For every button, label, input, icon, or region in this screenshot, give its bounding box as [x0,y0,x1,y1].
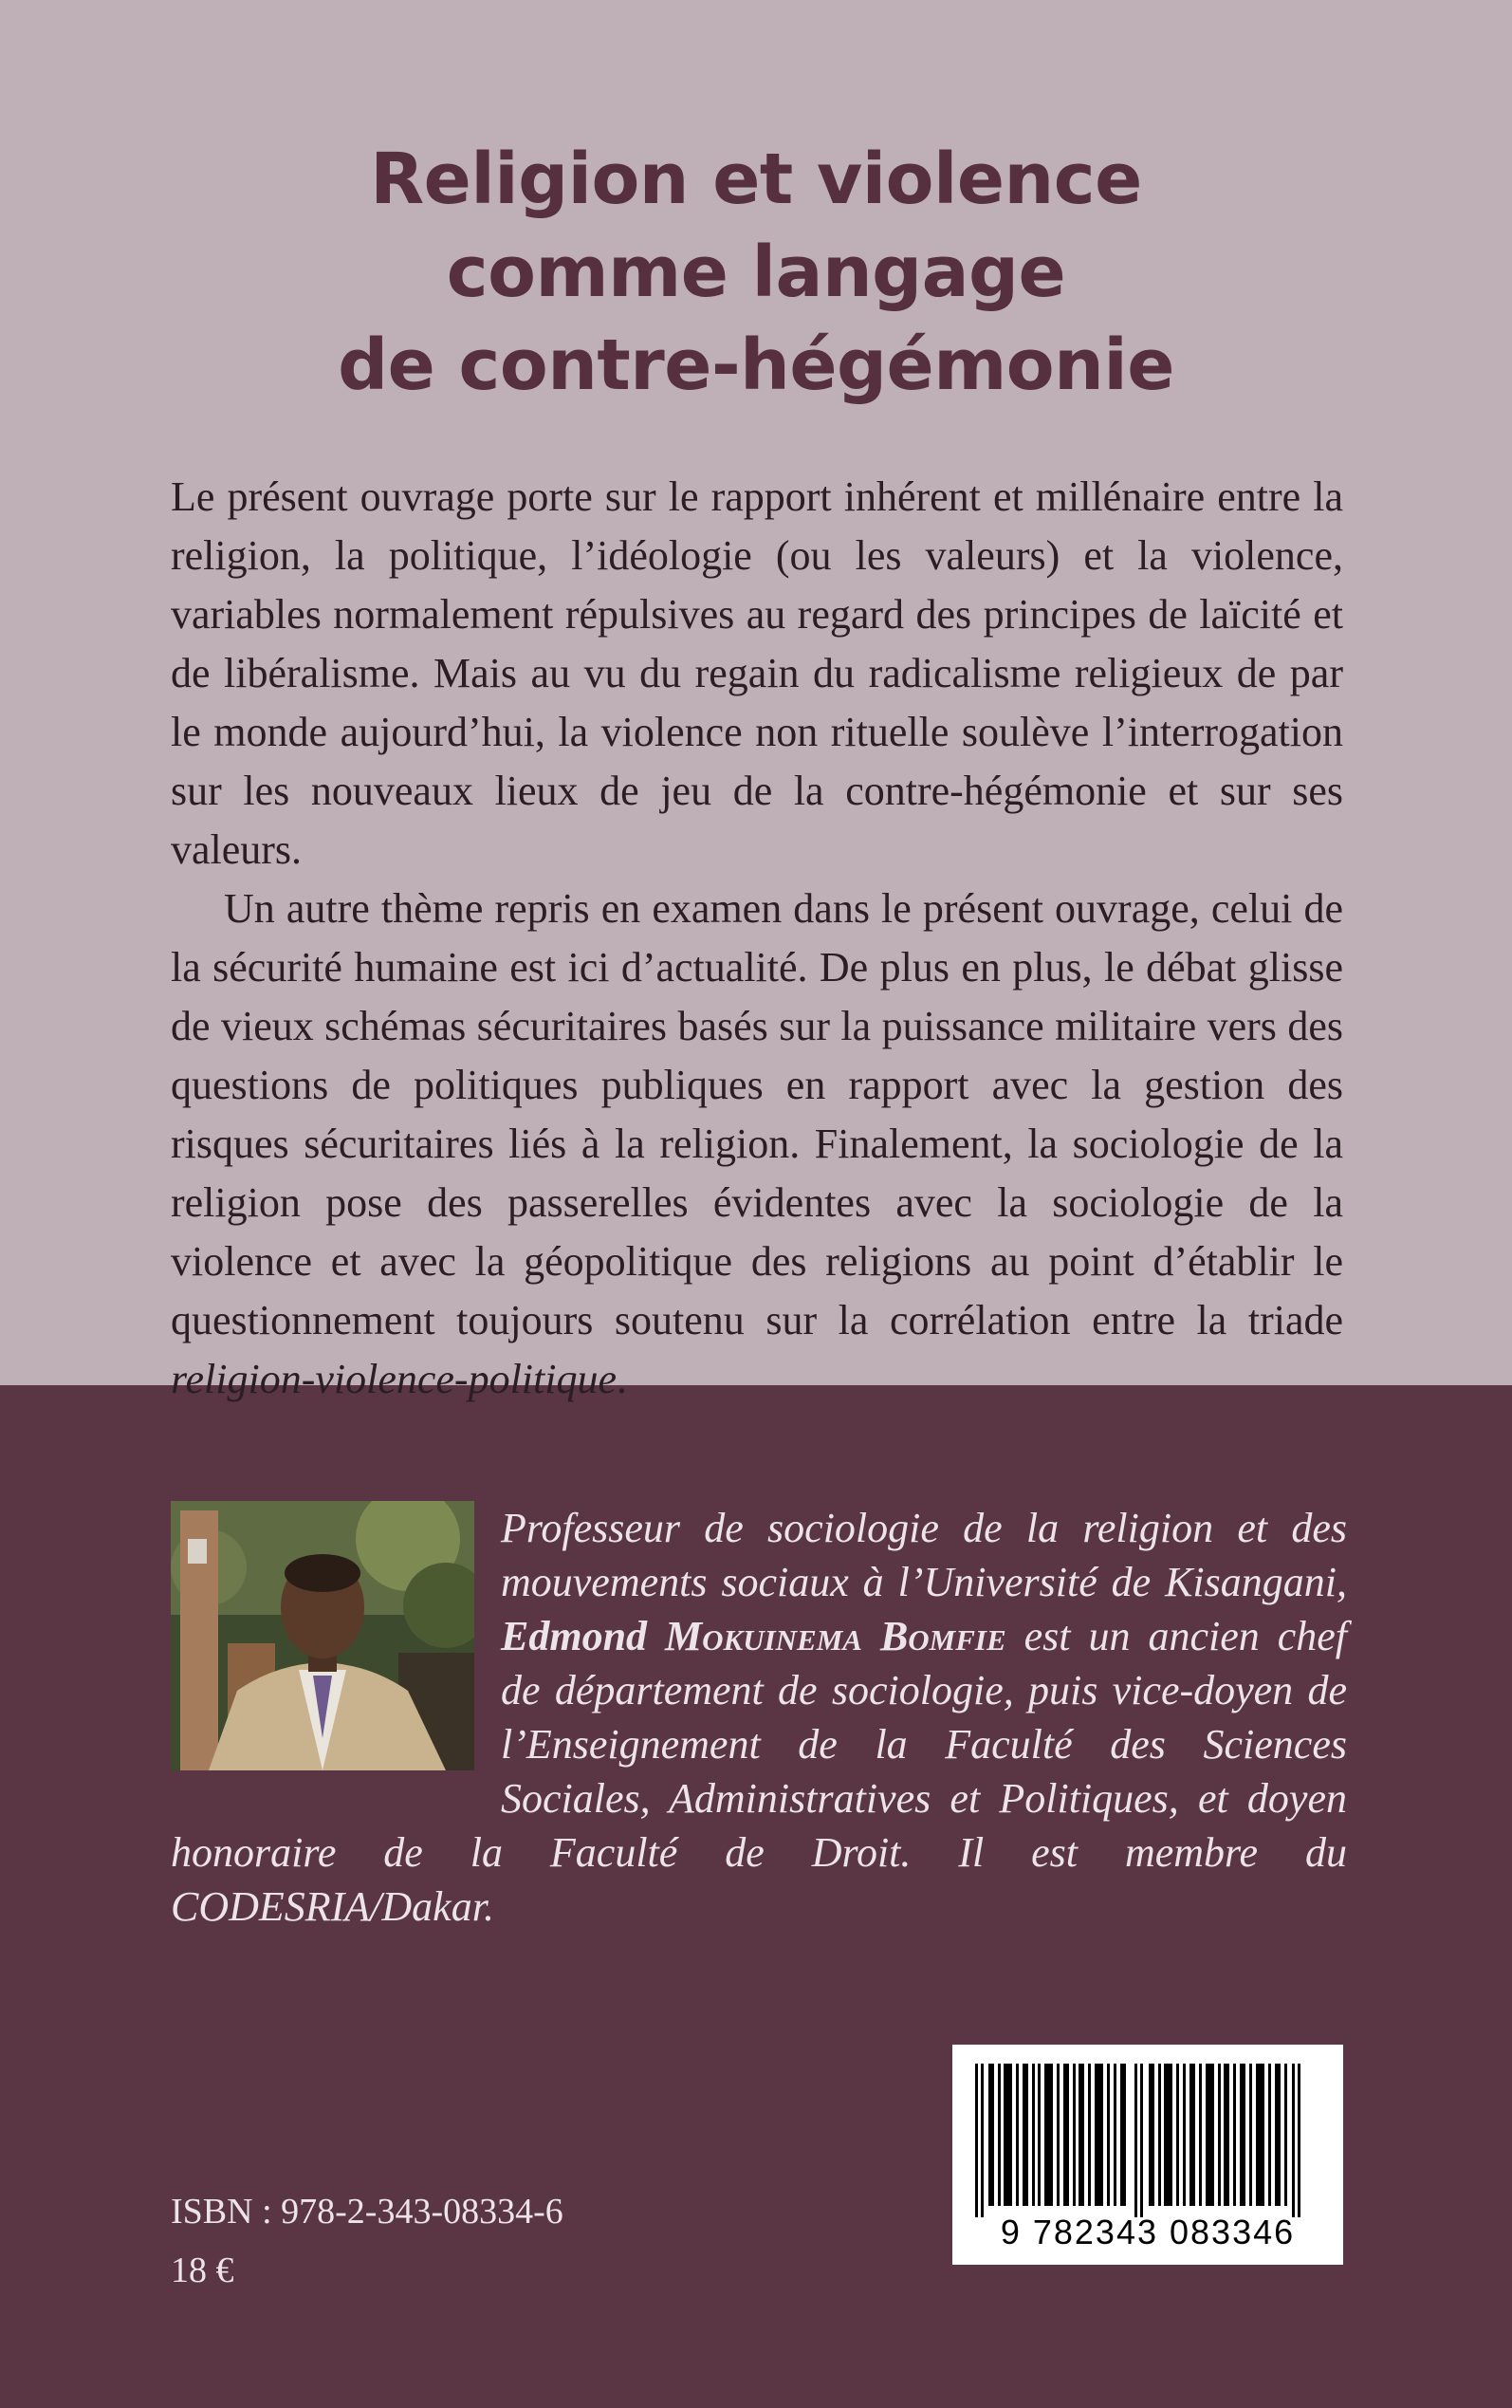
title-line-3: de contre-hégémonie [338,324,1174,406]
author-first-name: Edmond [501,1613,648,1659]
summary-triad-italic: religion-violence-politique [171,1356,617,1402]
bio-intro: Professeur de sociologie de la religion et des mouvements sociaux à l’Université de Kisangani, [501,1505,1347,1605]
title-line-1: Religion et violence [370,139,1142,220]
summary-paragraph-2-text: Un autre thème repris en examen dans le présent ouvrage, celui de la sécurité humaine est ici d’actualité. De plus en plus, le débat glisse de vieux schémas sécuritaires basés sur la puissance militaire vers des questions de politiques publiques en rapport avec la gestion des risques sécuritaires liés à la religion. Finalement, la sociologie de la religion pose des passerelles évidentes avec la sociologie de la violence et avec la géopolitique des religions au point d’établir le questionnement toujours soutenu sur la corrélation entre la triade [171,885,1343,1343]
title-line-2: comme langage [446,232,1066,313]
summary-paragraph-2-end: . [617,1356,627,1402]
author-name [501,1613,1006,1659]
isbn-text: ISBN : 978-2-343-08334-6 [171,2192,563,2232]
book-summary [171,468,1343,1409]
author-bio [171,1501,1347,1934]
price-text: 18 € [171,2251,234,2290]
summary-paragraph-2 [171,880,1343,1409]
barcode-digits: 9 782343 083346 [1000,2213,1296,2251]
summary-paragraph-1: Le présent ouvrage porte sur le rapport inhérent et millénaire entre la religion, la politique, l’idéologie (ou les valeurs) et la violence, variables normalement répulsives au regard des principes de laïcité et de libéralisme. Mais au vu du regain du radicalisme religieux de par le monde aujourd’hui, la violence non rituelle soulève l’interrogation sur les nouveaux lieux de jeu de la contre-hégémonie et sur ses valeurs. [171,473,1343,873]
isbn-barcode [952,2045,1343,2265]
bio-rest: est un ancien chef de département de sociologie, puis vice-doyen de l’Enseignement de la Faculté des Sciences Sociales, Administratives et Politiques, et doyen honoraire de la Faculté de Droit. Il est membre du CODESRIA/Dakar. [171,1613,1348,1930]
book-title [0,133,1512,412]
author-last-name: Mokuinema Bomfie [665,1613,1006,1659]
